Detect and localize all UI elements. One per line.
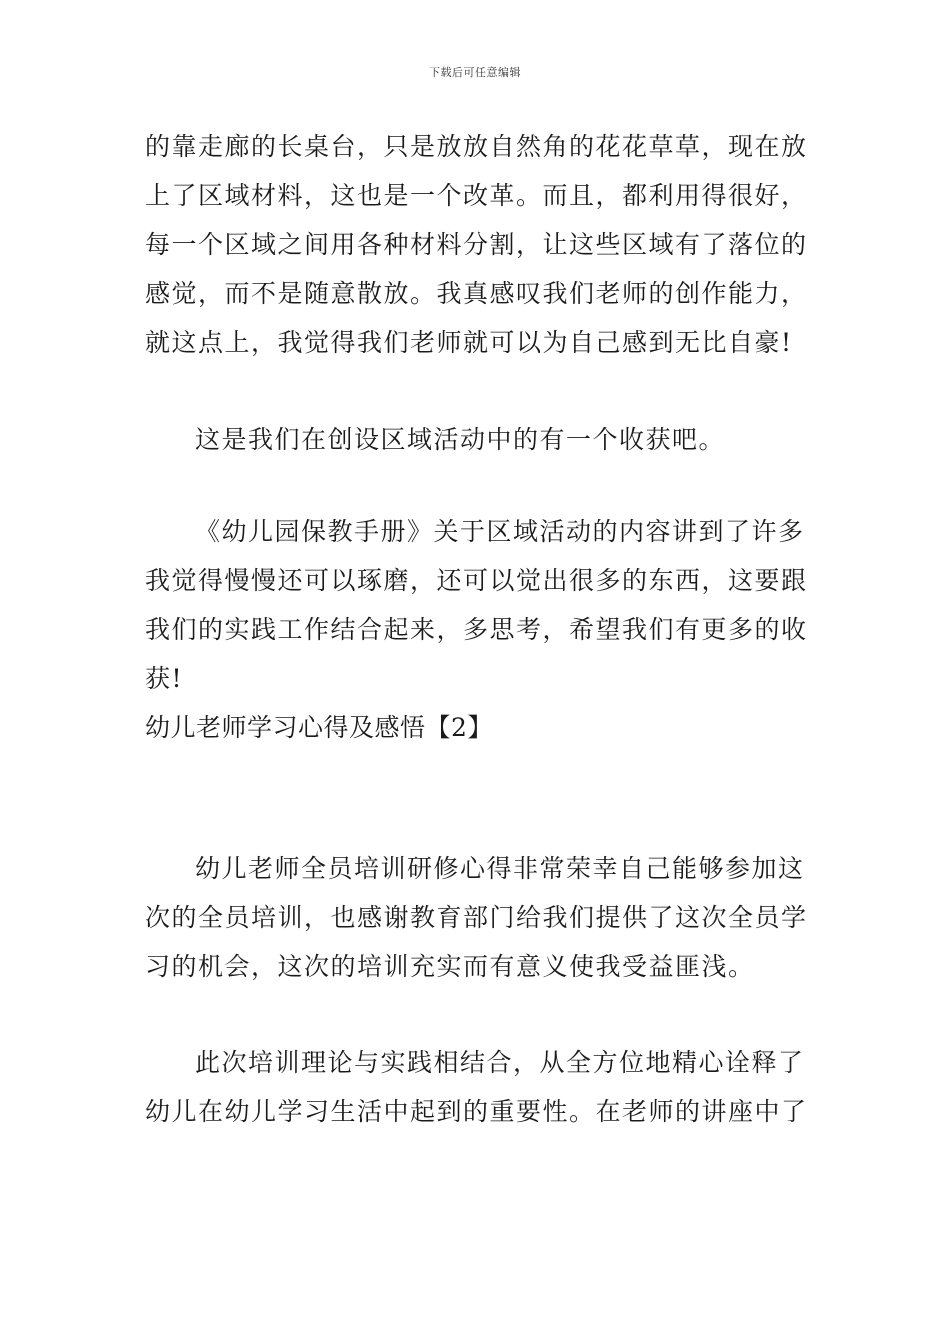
text-line: 习的机会，这次的培训充实而有意义使我受益匪浅。 bbox=[145, 952, 755, 981]
text-line: 的靠走廊的长桌台，只是放放自然角的花花草草，现在放 bbox=[145, 132, 808, 161]
text-line: 就这点上，我觉得我们老师就可以为自己感到无比自豪! bbox=[145, 328, 793, 357]
section-heading: 幼儿老师学习心得及感悟【2】 bbox=[145, 713, 493, 742]
paragraph-training bbox=[145, 844, 810, 991]
text-line: 获! bbox=[145, 664, 184, 693]
text-line: 我觉得慢慢还可以琢磨，还可以觉出很多的东西，这要跟 bbox=[145, 566, 808, 595]
text-line: 此次培训理论与实践相结合，从全方位地精心诠释了 bbox=[195, 1048, 805, 1077]
document-body bbox=[145, 122, 810, 1136]
text-line: 次的全员培训，也感谢教育部门给我们提供了这次全员学 bbox=[145, 903, 808, 932]
text-line: 每一个区域之间用各种材料分割，让这些区域有了落位的 bbox=[145, 230, 808, 259]
text-line: 幼儿在幼儿学习生活中起到的重要性。在老师的讲座中了 bbox=[145, 1097, 808, 1126]
text-line: 幼儿老师全员培训研修心得非常荣幸自己能够参加这 bbox=[195, 854, 805, 883]
paragraph-harvest bbox=[145, 415, 810, 464]
paragraph-handbook bbox=[145, 507, 810, 703]
text-line: 《幼儿园保教手册》关于区域活动的内容讲到了许多 bbox=[195, 517, 805, 546]
paragraph-continued bbox=[145, 122, 810, 367]
text-line: 上了区域材料，这也是一个改革。而且，都利用得很好， bbox=[145, 181, 808, 210]
text-line: 感觉，而不是随意散放。我真感叹我们老师的创作能力， bbox=[145, 279, 808, 308]
text-line: 这是我们在创设区域活动中的有一个收获吧。 bbox=[195, 425, 726, 454]
paragraph-theory-practice bbox=[145, 1038, 810, 1136]
text-line: 我们的实践工作结合起来，多思考，希望我们有更多的收 bbox=[145, 615, 808, 644]
page-header: 下载后可任意编辑 bbox=[429, 66, 521, 79]
